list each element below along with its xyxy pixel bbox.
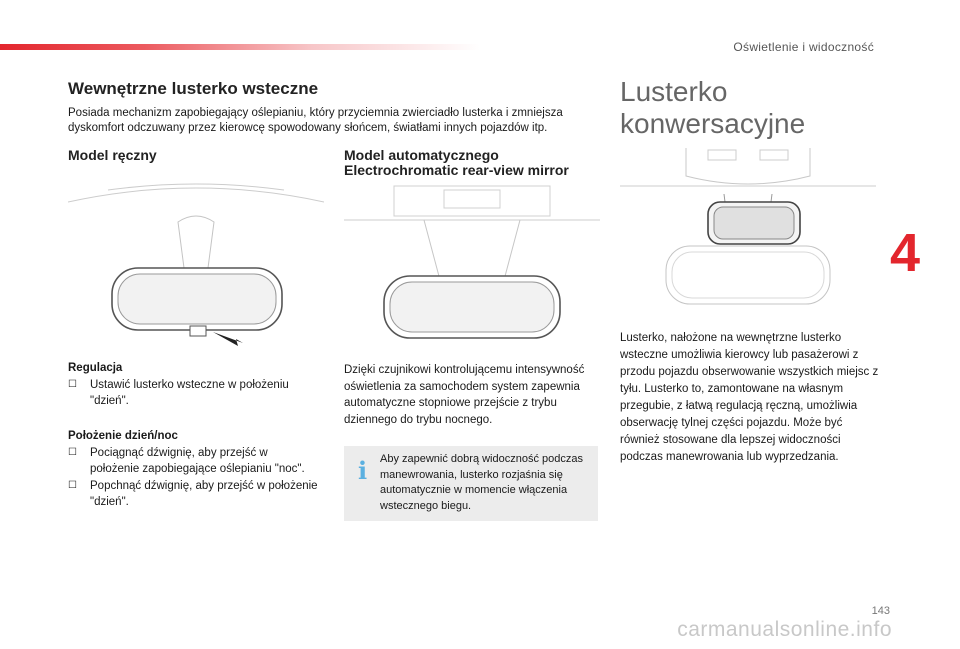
manual-mirror-illustration <box>68 180 324 350</box>
daynight-item-text: Popchnąć dźwignię, aby przejść w położenie "dzień". <box>90 479 318 508</box>
watermark-text: carmanualsonline.info <box>677 618 892 641</box>
info-icon: i <box>358 456 368 485</box>
list-item <box>68 445 318 478</box>
conversation-body-text: Lusterko, nałożone na wewnętrzne lusterko wsteczne umożliwia kierowcy lub pasażerowi z przodu pojazdu obserwowanie wszystkich miejsc z tyłu. Lusterko to, zamontowane na własnym przegubie, z łatwą regulacją ręczną, umożliwia obserwację tylnej części pojazdu. Może być również stosowane dla lepszej widoczności podczas manewrowania lub wyprzedzania. <box>620 332 879 463</box>
chapter-number: 4 <box>890 223 921 283</box>
checkbox-bullet-icon: ☐ <box>68 479 77 491</box>
info-note <box>344 446 598 521</box>
list-item <box>68 377 318 410</box>
auto-model-heading: Model automatycznego Electrochromatic rear-view mirror <box>344 147 569 178</box>
page-title: Wewnętrzne lusterko wsteczne <box>68 79 319 98</box>
daynight-item-text: Pociągnąć dźwignię, aby przejść w położenie zapobiegające oślepianiu "noc". <box>90 446 305 475</box>
daynight-label: Położenie dzień/noc <box>68 430 178 442</box>
list-item <box>68 478 318 511</box>
header-accent-bar <box>0 44 480 50</box>
regulation-item-text: Ustawić lusterko wsteczne w położeniu "dzień". <box>90 378 289 407</box>
auto-mirror-illustration <box>344 184 600 344</box>
info-note-text: Aby zapewnić dobrą widoczność podczas manewrowania, lusterko rozjaśnia się automatycznie w momencie włączenia wstecznego biegu. <box>380 453 584 512</box>
page-number: 143 <box>871 605 890 617</box>
regulation-block <box>68 360 318 410</box>
conversation-mirror-illustration <box>620 146 876 310</box>
intro-text: Posiada mechanizm zapobiegający oślepianiu, który przyciemnia zwierciadło lusterka i zmniejsza dyskomfort odczuwany przez kierowcę spowodowany słońcem, światłami innych pojazdów itp. <box>68 107 563 134</box>
checkbox-bullet-icon: ☐ <box>68 446 77 458</box>
checkbox-bullet-icon: ☐ <box>68 378 77 390</box>
manual-model-heading: Model ręczny <box>68 147 157 163</box>
daynight-block <box>68 428 318 511</box>
section-title: Oświetlenie i widoczność <box>733 40 874 54</box>
conversation-mirror-heading: Lusterko konwersacyjne <box>620 76 806 139</box>
auto-body-text: Dzięki czujnikowi kontrolującemu intensywność oświetlenia za samochodem system zapewnia automatyczne stopniowe przejście z trybu dziennego do trybu nocnego. <box>344 364 585 426</box>
regulation-label: Regulacja <box>68 362 123 374</box>
